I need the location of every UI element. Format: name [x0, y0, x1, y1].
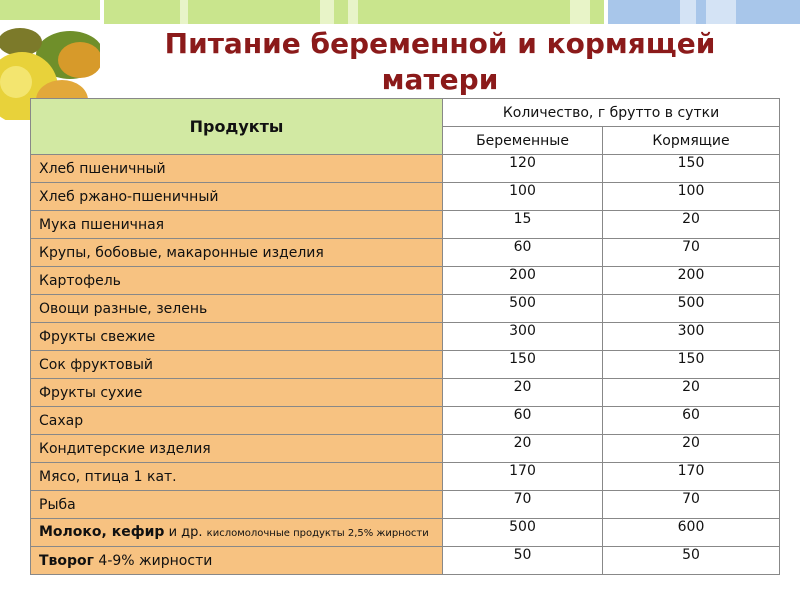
table-row: [31, 435, 780, 463]
table-row: [31, 267, 780, 295]
pregnant-value: 100: [443, 183, 603, 211]
pregnant-value: 200: [443, 267, 603, 295]
pregnant-value: 300: [443, 323, 603, 351]
nursing-value: 150: [603, 155, 780, 183]
nursing-value: 170: [603, 463, 780, 491]
table-row: [31, 323, 780, 351]
pregnant-value: 170: [443, 463, 603, 491]
header-products: Продукты: [31, 99, 443, 155]
table-row: [31, 211, 780, 239]
table-body: [31, 155, 780, 575]
header-quantity: Количество, г брутто в сутки: [443, 99, 780, 127]
nursing-value: 50: [603, 547, 780, 575]
product-name: Фрукты свежие: [31, 323, 443, 351]
nursing-value: 70: [603, 239, 780, 267]
product-name-note: кисломолочные продукты 2,5% жирности: [206, 527, 429, 539]
product-name: Кондитерские изделия: [31, 435, 443, 463]
product-name: Крупы, бобовые, макаронные изделия: [31, 239, 443, 267]
nursing-value: 20: [603, 435, 780, 463]
table-row: [31, 519, 780, 547]
product-name: Рыба: [31, 491, 443, 519]
table-header-row: [31, 99, 780, 127]
product-name: Сахар: [31, 407, 443, 435]
table-row: [31, 379, 780, 407]
product-name: Овощи разные, зелень: [31, 295, 443, 323]
nursing-value: 150: [603, 351, 780, 379]
product-name-bold: Молоко, кефир: [39, 523, 165, 540]
table-row: [31, 295, 780, 323]
header-nursing: Кормящие: [603, 127, 780, 155]
decorative-top-bar: [0, 0, 800, 24]
table-row: [31, 183, 780, 211]
product-cell: [31, 547, 443, 575]
title-line-1: Питание беременной и кормящей: [164, 27, 716, 60]
pregnant-value: 500: [443, 295, 603, 323]
table-row: [31, 239, 780, 267]
pregnant-value: 500: [443, 519, 603, 547]
product-name: Сок фруктовый: [31, 351, 443, 379]
page-title: [100, 26, 780, 98]
nursing-value: 100: [603, 183, 780, 211]
table-row: [31, 547, 780, 575]
pregnant-value: 50: [443, 547, 603, 575]
product-name-rest: 4-9% жирности: [93, 552, 213, 569]
pregnant-value: 20: [443, 435, 603, 463]
nursing-value: 20: [603, 211, 780, 239]
table-row: [31, 407, 780, 435]
nutrition-table: [30, 98, 780, 575]
product-name: Картофель: [31, 267, 443, 295]
nursing-value: 500: [603, 295, 780, 323]
pregnant-value: 60: [443, 407, 603, 435]
nursing-value: 600: [603, 519, 780, 547]
product-name: Фрукты сухие: [31, 379, 443, 407]
nursing-value: 70: [603, 491, 780, 519]
product-name-mid: и др.: [164, 524, 207, 540]
product-cell: [31, 519, 443, 547]
table-row: [31, 463, 780, 491]
pregnant-value: 120: [443, 155, 603, 183]
table-row: [31, 351, 780, 379]
nursing-value: 20: [603, 379, 780, 407]
nursing-value: 60: [603, 407, 780, 435]
product-name: Мясо, птица 1 кат.: [31, 463, 443, 491]
table-row: [31, 155, 780, 183]
product-name: Мука пшеничная: [31, 211, 443, 239]
title-line-2: матери: [381, 63, 499, 96]
pregnant-value: 60: [443, 239, 603, 267]
pregnant-value: 15: [443, 211, 603, 239]
product-name: Хлеб пшеничный: [31, 155, 443, 183]
pregnant-value: 20: [443, 379, 603, 407]
product-name: Хлеб ржано-пшеничный: [31, 183, 443, 211]
nursing-value: 300: [603, 323, 780, 351]
pregnant-value: 70: [443, 491, 603, 519]
table-row: [31, 491, 780, 519]
product-name-bold: Творог: [39, 552, 94, 569]
header-pregnant: Беременные: [443, 127, 603, 155]
nursing-value: 200: [603, 267, 780, 295]
pregnant-value: 150: [443, 351, 603, 379]
